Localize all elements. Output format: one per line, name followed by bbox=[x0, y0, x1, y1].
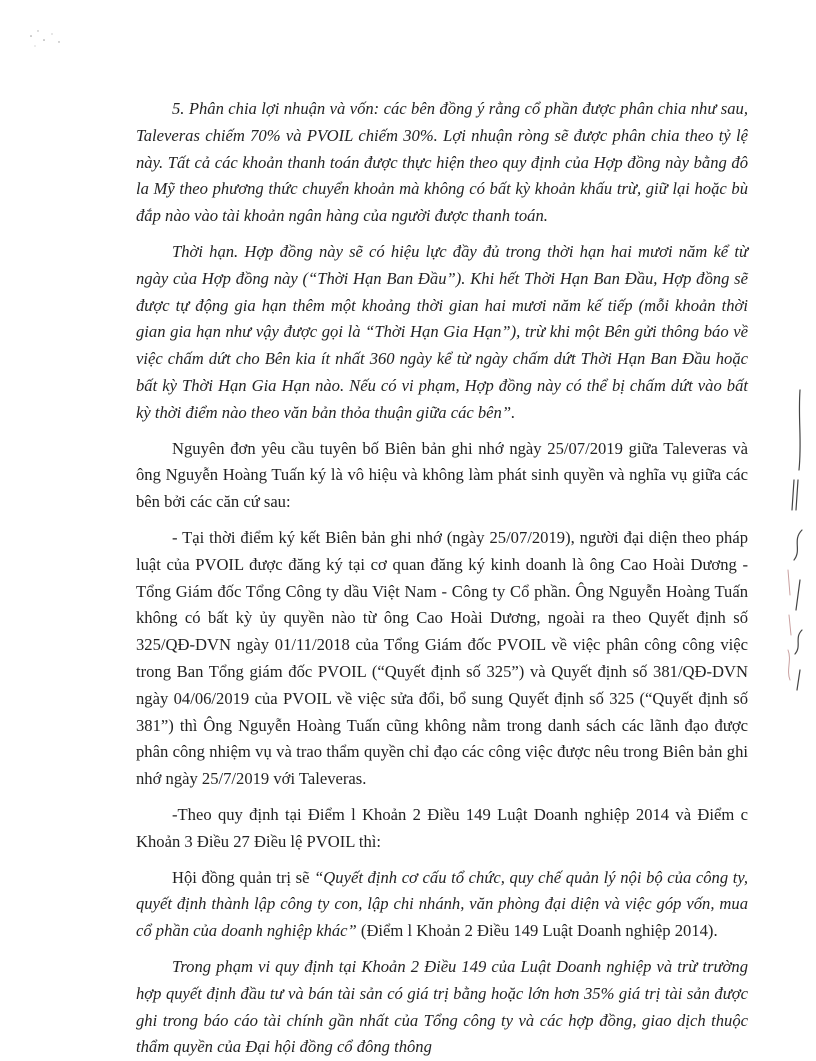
paragraph-plaintiff-claim: Nguyên đơn yêu cầu tuyên bố Biên bản ghi nhớ ngày 25/07/2019 giữa Taleveras và ông Nguyễn Hoàng Tuấn ký là vô hiệu và không làm phát sinh quyền và nghĩa vụ giữa các bên bởi các căn cứ sau: bbox=[136, 438, 748, 512]
paragraph-legal-representative: - Tại thời điểm ký kết Biên bản ghi nhớ (ngày 25/07/2019), người đại diện theo pháp luật của PVOIL được đăng ký tại cơ quan đăng ký kinh doanh là ông Cao Hoài Dương - Tổng Giám đốc Tổng Công ty dầu Việt Nam - Công ty Cổ phần. Ông Nguyễn Hoàng Tuấn không có bất kỳ ủy quyền nào từ ông Cao Hoài Dương, ngoài ra theo Quyết định số 325/QĐ-DVN ngày 01/11/2018 của Tổng Giám đốc PVOIL về việc phân công công việc trong Ban Tổng giám đốc PVOIL (“Quyết định số 325”) và Quyết định số 381/QĐ-DVN ngày 04/06/2019 của PVOIL về việc sửa đổi, bổ sung Quyết định số 325 (“Quyết định số 381”) thì Ông Nguyễn Hoàng Tuấn cũng không nằm trong danh sách các lãnh đạo được phân công nhiệm vụ và trao thẩm quyền chỉ đạo các công việc được nêu trong Biên bản ghi nhớ ngày 25/7/2019 với Taleveras. bbox=[136, 527, 748, 789]
board-authority-quote: “Quyết định cơ cấu tổ chức, quy chế quản lý nội bộ của công ty, quyết định thành lập công ty con, lập chi nhánh, văn phòng đại diện và việc góp vốn, mua cổ phần của doanh nghiệp khác” bbox=[136, 867, 748, 941]
document-body bbox=[136, 96, 748, 1061]
board-authority-citation: (Điểm l Khoản 2 Điều 149 Luật Doanh nghiệp 2014). bbox=[356, 921, 718, 941]
board-authority-intro: Hội đồng quản trị sẽ bbox=[172, 867, 315, 887]
paragraph-board-authority bbox=[136, 865, 748, 945]
handwritten-margin-mark bbox=[780, 380, 810, 700]
paragraph-profit-sharing: 5. Phân chia lợi nhuận và vốn: các bên đồng ý rằng cổ phần được phân chia như sau, Taleveras chiếm 70% và PVOIL chiếm 30%. Lợi nhuận ròng sẽ được phân chia theo tỷ lệ này. Tất cả các khoản thanh toán được thực hiện theo quy định của Hợp đồng này bằng đô la Mỹ theo phương thức chuyển khoản mà không có bất kỳ khoản khấu trừ, giữ lại hoặc bù đắp nào vào tài khoản ngân hàng của người được thanh toán. bbox=[136, 99, 748, 226]
paragraph-enterprise-law: -Theo quy định tại Điểm l Khoản 2 Điều 149 Luật Doanh nghiệp 2014 và Điểm c Khoản 3 Điều 27 Điều lệ PVOIL thì: bbox=[136, 804, 748, 851]
scan-specks-decoration bbox=[28, 28, 68, 52]
paragraph-term: Thời hạn. Hợp đồng này sẽ có hiệu lực đầy đủ trong thời hạn hai mươi năm kể từ ngày của Hợp đồng này (“Thời Hạn Ban Đầu”). Khi hết Thời Hạn Ban Đầu, Hợp đồng sẽ được tự động gia hạn thêm một khoảng thời gian hai mươi năm kế tiếp (mỗi khoản thời gian gia hạn như vậy được gọi là “Thời Hạn Gia Hạn”), trừ khi một Bên gửi thông báo về việc chấm dứt cho Bên kia ít nhất 360 ngày kể từ ngày chấm dứt Thời Hạn Ban Đầu hoặc bất kỳ Thời Hạn Gia Hạn nào. Nếu có vi phạm, Hợp đồng này có thể bị chấm dứt vào bất kỳ thời điểm nào theo văn bản thỏa thuận giữa các bên”. bbox=[136, 241, 748, 422]
paragraph-scope: Trong phạm vi quy định tại Khoản 2 Điều 149 của Luật Doanh nghiệp và trừ trường hợp quyết định đầu tư và bán tài sản có giá trị bằng hoặc lớn hơn 35% giá trị tài sản được ghi trong báo cáo tài chính gần nhất của Tổng công ty và các hợp đồng, giao dịch thuộc thẩm quyền của Đại hội đồng cổ đông thông bbox=[136, 956, 748, 1057]
